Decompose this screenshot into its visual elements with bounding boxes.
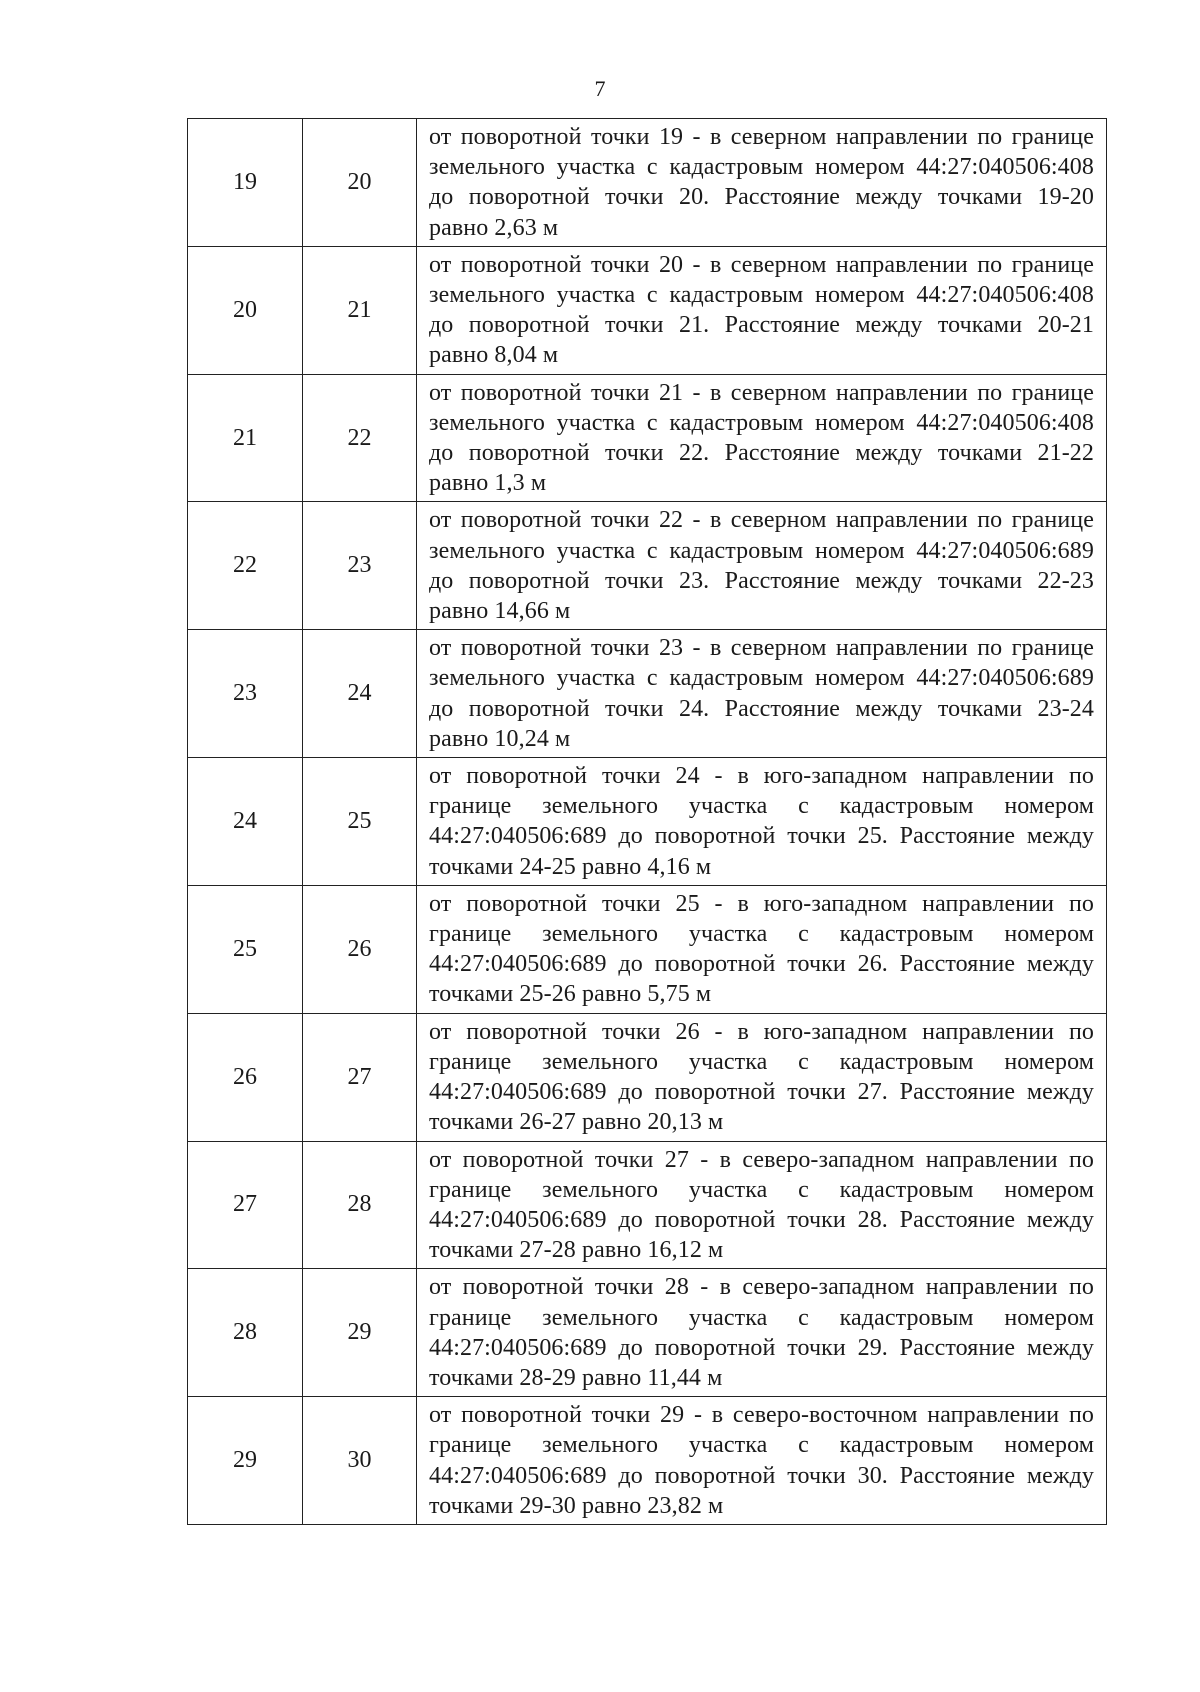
boundary-description-table [187, 118, 1107, 1525]
to-point-cell: 24 [303, 630, 417, 758]
table-row [188, 758, 1107, 886]
to-point-cell: 30 [303, 1397, 417, 1525]
table-row [188, 119, 1107, 247]
from-point-cell: 20 [188, 246, 303, 374]
segment-description-cell: от поворотной точки 24 - в юго-западном направлении по границе земельного участка с кадастровым номером 44:27:040506:689 до поворотной точки 25. Расстояние между точками 24-25 равно 4,16 м [417, 758, 1107, 886]
from-point-cell: 26 [188, 1013, 303, 1141]
segment-description-cell: от поворотной точки 20 - в северном направлении по границе земельного участка с кадастровым номером 44:27:040506:408 до поворотной точки 21. Расстояние между точками 20-21 равно 8,04 м [417, 246, 1107, 374]
to-point-cell: 26 [303, 885, 417, 1013]
segment-description-cell: от поворотной точки 21 - в северном направлении по границе земельного участка с кадастровым номером 44:27:040506:408 до поворотной точки 22. Расстояние между точками 21-22 равно 1,3 м [417, 374, 1107, 502]
table-row [188, 630, 1107, 758]
to-point-cell: 29 [303, 1269, 417, 1397]
segment-description-cell: от поворотной точки 19 - в северном направлении по границе земельного участка с кадастровым номером 44:27:040506:408 до поворотной точки 20. Расстояние между точками 19-20 равно 2,63 м [417, 119, 1107, 247]
from-point-cell: 23 [188, 630, 303, 758]
from-point-cell: 27 [188, 1141, 303, 1269]
from-point-cell: 22 [188, 502, 303, 630]
segment-description-cell: от поворотной точки 27 - в северо-западном направлении по границе земельного участка с кадастровым номером 44:27:040506:689 до поворотной точки 28. Расстояние между точками 27-28 равно 16,12 м [417, 1141, 1107, 1269]
from-point-cell: 28 [188, 1269, 303, 1397]
table-row [188, 1141, 1107, 1269]
from-point-cell: 24 [188, 758, 303, 886]
to-point-cell: 23 [303, 502, 417, 630]
table-row [188, 246, 1107, 374]
page-number: 7 [594, 76, 606, 101]
segment-description-cell: от поворотной точки 22 - в северном направлении по границе земельного участка с кадастровым номером 44:27:040506:689 до поворотной точки 23. Расстояние между точками 22-23 равно 14,66 м [417, 502, 1107, 630]
table-row [188, 885, 1107, 1013]
segment-description-cell: от поворотной точки 23 - в северном направлении по границе земельного участка с кадастровым номером 44:27:040506:689 до поворотной точки 24. Расстояние между точками 23-24 равно 10,24 м [417, 630, 1107, 758]
segment-description-cell: от поворотной точки 29 - в северо-восточном направлении по границе земельного участка с кадастровым номером 44:27:040506:689 до поворотной точки 30. Расстояние между точками 29-30 равно 23,82 м [417, 1397, 1107, 1525]
to-point-cell: 28 [303, 1141, 417, 1269]
segment-description-cell: от поворотной точки 26 - в юго-западном направлении по границе земельного участка с кадастровым номером 44:27:040506:689 до поворотной точки 27. Расстояние между точками 26-27 равно 20,13 м [417, 1013, 1107, 1141]
from-point-cell: 25 [188, 885, 303, 1013]
segment-description-cell: от поворотной точки 28 - в северо-западном направлении по границе земельного участка с кадастровым номером 44:27:040506:689 до поворотной точки 29. Расстояние между точками 28-29 равно 11,44 м [417, 1269, 1107, 1397]
from-point-cell: 29 [188, 1397, 303, 1525]
table-row [188, 1269, 1107, 1397]
table-row [188, 374, 1107, 502]
to-point-cell: 27 [303, 1013, 417, 1141]
segment-description-cell: от поворотной точки 25 - в юго-западном направлении по границе земельного участка с кадастровым номером 44:27:040506:689 до поворотной точки 26. Расстояние между точками 25-26 равно 5,75 м [417, 885, 1107, 1013]
table-row [188, 1013, 1107, 1141]
to-point-cell: 21 [303, 246, 417, 374]
table-row [188, 1397, 1107, 1525]
table-row [188, 502, 1107, 630]
from-point-cell: 19 [188, 119, 303, 247]
to-point-cell: 20 [303, 119, 417, 247]
from-point-cell: 21 [188, 374, 303, 502]
to-point-cell: 22 [303, 374, 417, 502]
to-point-cell: 25 [303, 758, 417, 886]
